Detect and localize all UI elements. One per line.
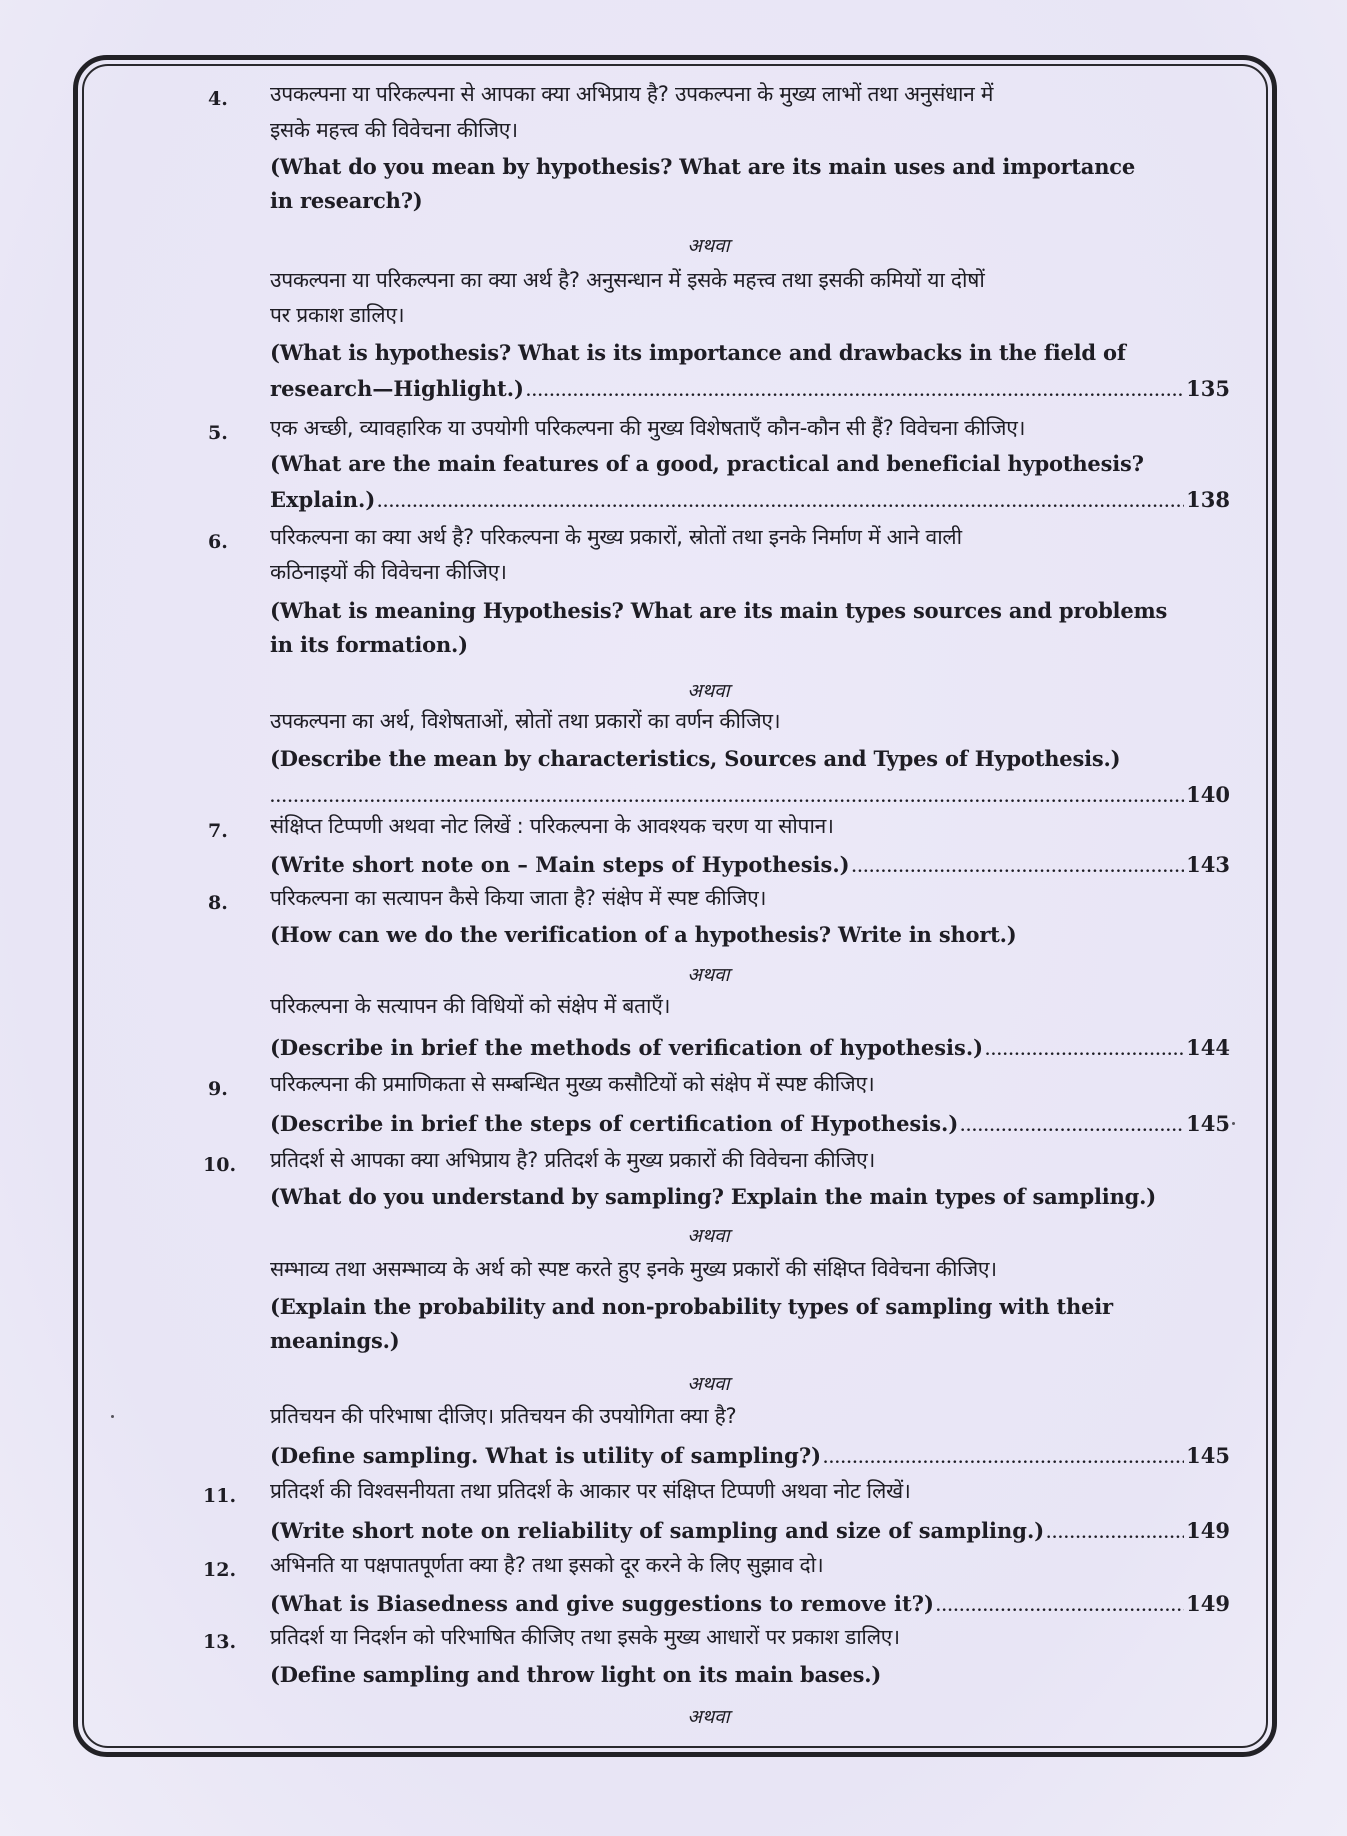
or-separator: अथवा bbox=[687, 680, 730, 702]
page-number: 145 bbox=[1186, 1111, 1230, 1136]
dot-leader bbox=[377, 495, 1184, 511]
question-english: in its formation.) bbox=[270, 632, 468, 657]
question-number: 4. bbox=[208, 88, 228, 110]
question-english: (Describe the mean by characteristics, Sources and Types of Hypothesis.) bbox=[270, 746, 1121, 771]
question-hindi: उपकल्पना या परिकल्पना का क्या अर्थ है? अनुसन्धान में इसके महत्त्व तथा इसकी कमियों या दोषों bbox=[270, 268, 985, 292]
page-number: 135 bbox=[1186, 376, 1230, 401]
dot-leader bbox=[1046, 1526, 1184, 1542]
dot-leader bbox=[823, 1451, 1184, 1467]
question-english: (What is hypothesis? What is its importance and drawbacks in the field of bbox=[270, 340, 1126, 365]
question-hindi: प्रतिदर्श या निदर्शन को परिभाषित कीजिए तथा इसके मुख्य आधारों पर प्रकाश डालिए। bbox=[270, 1625, 900, 1649]
question-english: (How can we do the verification of a hypothesis? Write in short.) bbox=[270, 922, 1017, 947]
page-number: 140 bbox=[1186, 782, 1230, 807]
question-number: 8. bbox=[208, 892, 228, 914]
question-number: 6. bbox=[208, 531, 228, 553]
question-english: (Write short note on – Main steps of Hypothesis.) bbox=[270, 852, 850, 877]
question-english: (What do you understand by sampling? Explain the main types of sampling.) bbox=[270, 1184, 1156, 1209]
or-separator: अथवा bbox=[687, 1373, 730, 1395]
question-english: Explain.) bbox=[270, 487, 376, 512]
question-number: 9. bbox=[208, 1078, 228, 1100]
page-number: 144 bbox=[1186, 1035, 1230, 1060]
question-hindi: कठिनाइयों की विवेचना कीजिए। bbox=[270, 560, 507, 584]
question-hindi: एक अच्छी, व्यावहारिक या उपयोगी परिकल्पना की मुख्य विशेषताएँ कौन-कौन सी हैं? विवेचना कीजिए। bbox=[270, 416, 1026, 440]
question-english: (What is Biasedness and give suggestions to remove it?) bbox=[270, 1591, 934, 1616]
question-hindi: परिकल्पना का क्या अर्थ है? परिकल्पना के मुख्य प्रकारों, स्रोतों तथा इनके निर्माण में आने वाली bbox=[270, 525, 962, 549]
question-hindi: पर प्रकाश डालिए। bbox=[270, 303, 405, 327]
question-number: 5. bbox=[208, 422, 228, 444]
page-number: 138 bbox=[1186, 487, 1230, 512]
dot-leader bbox=[270, 790, 1184, 806]
question-english: (Define sampling and throw light on its main bases.) bbox=[270, 1662, 882, 1687]
or-separator: अथवा bbox=[687, 964, 730, 986]
toc-entry[interactable] bbox=[270, 782, 1230, 807]
toc-entry[interactable] bbox=[270, 1443, 1230, 1468]
dot-leader bbox=[936, 1599, 1184, 1615]
print-speck bbox=[111, 1415, 114, 1418]
toc-entry[interactable] bbox=[270, 376, 1230, 401]
question-number: 11. bbox=[203, 1485, 237, 1507]
page-number: 149 bbox=[1186, 1518, 1230, 1543]
toc-entry[interactable] bbox=[270, 487, 1230, 512]
or-separator: अथवा bbox=[687, 235, 730, 257]
question-number: 10. bbox=[203, 1154, 237, 1176]
question-hindi: सम्भाव्य तथा असम्भाव्य के अर्थ को स्पष्ट करते हुए इनके मुख्य प्रकारों की संक्षिप्त विवेचना कीजिए। bbox=[270, 1257, 997, 1281]
page-number: 143 bbox=[1186, 852, 1230, 877]
toc-entry[interactable] bbox=[270, 1518, 1230, 1543]
toc-entry[interactable] bbox=[270, 1035, 1230, 1060]
question-hindi: प्रतिदर्श की विश्वसनीयता तथा प्रतिदर्श के आकार पर संक्षिप्त टिप्पणी अथवा नोट लिखें। bbox=[270, 1479, 911, 1503]
or-separator: अथवा bbox=[687, 1706, 730, 1728]
dot-leader bbox=[852, 860, 1185, 876]
question-hindi: परिकल्पना का सत्यापन कैसे किया जाता है? संक्षेप में स्पष्ट कीजिए। bbox=[270, 886, 767, 910]
question-number: 13. bbox=[203, 1631, 237, 1653]
toc-entry[interactable] bbox=[270, 1111, 1230, 1136]
question-english: (Describe in brief the methods of verification of hypothesis.) bbox=[270, 1035, 984, 1060]
question-english: (What is meaning Hypothesis? What are its main types sources and problems bbox=[270, 598, 1168, 623]
question-hindi: उपकल्पना का अर्थ, विशेषताओं, स्रोतों तथा प्रकारों का वर्णन कीजिए। bbox=[270, 709, 781, 733]
toc-entry[interactable] bbox=[270, 1591, 1230, 1616]
question-hindi: परिकल्पना की प्रमाणिकता से सम्बन्धित मुख्य कसौटियों को संक्षेप में स्पष्ट कीजिए। bbox=[270, 1072, 875, 1096]
toc-entry[interactable] bbox=[270, 852, 1230, 877]
question-hindi: उपकल्पना या परिकल्पना से आपका क्या अभिप्राय है? उपकल्पना के मुख्य लाभों तथा अनुसंधान में bbox=[270, 82, 994, 106]
question-english: (Write short note on reliability of sampling and size of sampling.) bbox=[270, 1518, 1045, 1543]
dot-leader bbox=[960, 1119, 1184, 1135]
question-english: in research?) bbox=[270, 188, 423, 213]
question-english: (Describe in brief the steps of certification of Hypothesis.) bbox=[270, 1111, 959, 1136]
question-number: 7. bbox=[208, 820, 228, 842]
question-hindi: प्रतिचयन की परिभाषा दीजिए। प्रतिचयन की उपयोगिता क्या है? bbox=[270, 1404, 737, 1428]
question-english: meanings.) bbox=[270, 1328, 400, 1353]
question-english: (Define sampling. What is utility of sampling?) bbox=[270, 1443, 822, 1468]
question-english: (Explain the probability and non-probability types of sampling with their bbox=[270, 1294, 1113, 1319]
or-separator: अथवा bbox=[687, 1225, 730, 1247]
question-hindi: संक्षिप्त टिप्पणी अथवा नोट लिखें : परिकल्पना के आवश्यक चरण या सोपान। bbox=[270, 814, 834, 838]
question-number: 12. bbox=[203, 1559, 237, 1581]
dot-leader bbox=[526, 384, 1184, 400]
question-english: (What are the main features of a good, practical and beneficial hypothesis? bbox=[270, 451, 1144, 476]
page-number: 145 bbox=[1186, 1443, 1230, 1468]
question-english: (What do you mean by hypothesis? What are its main uses and importance bbox=[270, 154, 1136, 179]
question-hindi: अभिनति या पक्षपातपूर्णता क्या है? तथा इसको दूर करने के लिए सुझाव दो। bbox=[270, 1553, 824, 1577]
question-hindi: परिकल्पना के सत्यापन की विधियों को संक्षेप में बताएँ। bbox=[270, 994, 671, 1018]
page-number: 149 bbox=[1186, 1591, 1230, 1616]
question-hindi: इसके महत्त्व की विवेचना कीजिए। bbox=[270, 118, 518, 142]
question-english: research—Highlight.) bbox=[270, 376, 524, 401]
print-speck bbox=[1232, 1122, 1235, 1125]
dot-leader bbox=[985, 1043, 1184, 1059]
question-hindi: प्रतिदर्श से आपका क्या अभिप्राय है? प्रतिदर्श के मुख्य प्रकारों की विवेचना कीजिए। bbox=[270, 1148, 876, 1172]
